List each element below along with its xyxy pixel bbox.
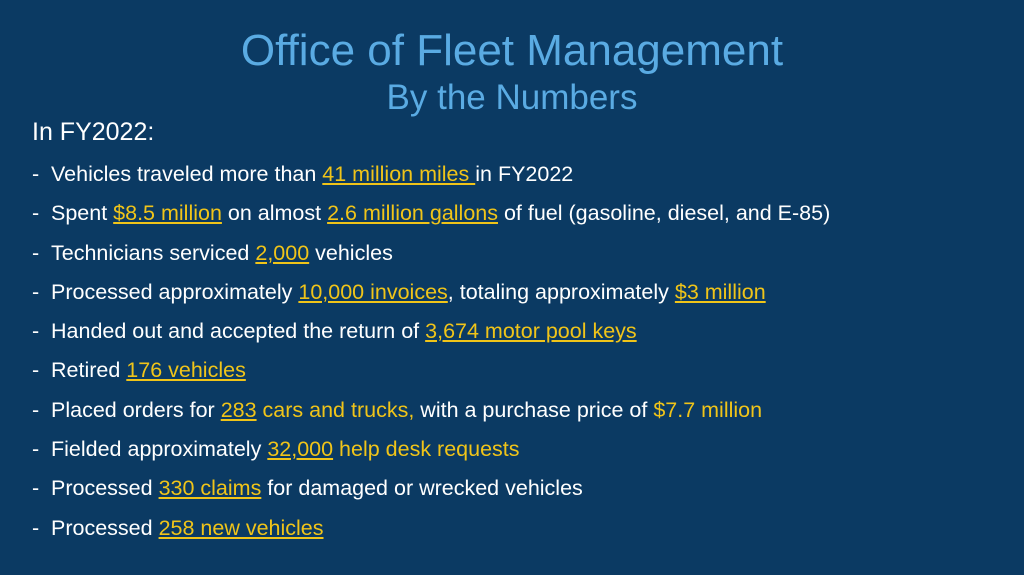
bullet-dash: - xyxy=(32,358,40,383)
bullet-dash: - xyxy=(32,279,40,304)
item-text: with a purchase price of xyxy=(414,397,654,422)
item-text: Processed approximately xyxy=(51,279,299,304)
stat-link[interactable]: 283 xyxy=(220,397,257,422)
item-text: for damaged or wrecked vehicles xyxy=(261,476,583,501)
item-text: of fuel (gasoline, diesel, and E-85) xyxy=(498,201,831,226)
bullet-dash: - xyxy=(32,437,40,462)
list-item xyxy=(32,351,1012,390)
item-text: Processed xyxy=(51,476,159,501)
stats-list xyxy=(32,155,1012,548)
slide-subtitle: By the Numbers xyxy=(386,78,638,117)
stat-link[interactable]: 3,674 motor pool keys xyxy=(425,319,637,344)
item-text: in FY2022 xyxy=(475,162,574,186)
list-item xyxy=(32,312,1012,351)
list-item xyxy=(32,155,1012,194)
stat-link[interactable]: 330 claims xyxy=(158,476,262,501)
bullet-dash: - xyxy=(32,162,40,186)
stat-link[interactable]: $3 million xyxy=(674,279,766,304)
item-text: on almost xyxy=(221,201,328,226)
stat-link[interactable]: 258 new vehicles xyxy=(158,515,324,540)
list-item xyxy=(32,194,1012,233)
stat-link[interactable]: 2.6 million gallons xyxy=(327,201,498,226)
bullet-dash: - xyxy=(32,240,40,265)
list-item xyxy=(32,469,1012,508)
item-text: Vehicles traveled more than xyxy=(51,162,323,186)
item-text: Fielded approximately xyxy=(51,437,268,462)
intro-text: In FY2022: xyxy=(32,118,155,146)
list-item xyxy=(32,234,1012,273)
stat-link[interactable]: 10,000 invoices xyxy=(298,279,448,304)
item-text: Processed xyxy=(51,515,159,540)
highlight-text: help desk requests xyxy=(333,437,520,462)
item-text: Retired xyxy=(51,358,127,383)
list-item xyxy=(32,430,1012,469)
stat-link[interactable]: 41 million miles xyxy=(322,162,476,186)
item-text: vehicles xyxy=(309,240,393,265)
highlight-text: cars and trucks, xyxy=(256,397,415,422)
list-item xyxy=(32,391,1012,430)
bullet-dash: - xyxy=(32,476,40,501)
bullet-dash: - xyxy=(32,319,40,344)
list-item xyxy=(32,273,1012,312)
slide-title: Office of Fleet Management xyxy=(240,26,784,75)
item-text: , totaling approximately xyxy=(447,279,675,304)
item-text: Spent xyxy=(51,201,114,226)
stat-link[interactable]: 32,000 xyxy=(267,437,334,462)
bullet-dash: - xyxy=(32,201,40,226)
bullet-dash: - xyxy=(32,397,40,422)
highlight-text: $7.7 million xyxy=(653,397,763,422)
stat-link[interactable]: 176 vehicles xyxy=(126,358,246,383)
stat-link[interactable]: 2,000 xyxy=(255,240,310,265)
list-item xyxy=(32,509,1012,548)
bullet-dash: - xyxy=(32,515,40,540)
item-text: Technicians serviced xyxy=(51,240,256,265)
item-text: Handed out and accepted the return of xyxy=(51,319,426,344)
stat-link[interactable]: $8.5 million xyxy=(113,201,222,226)
item-text: Placed orders for xyxy=(51,397,221,422)
